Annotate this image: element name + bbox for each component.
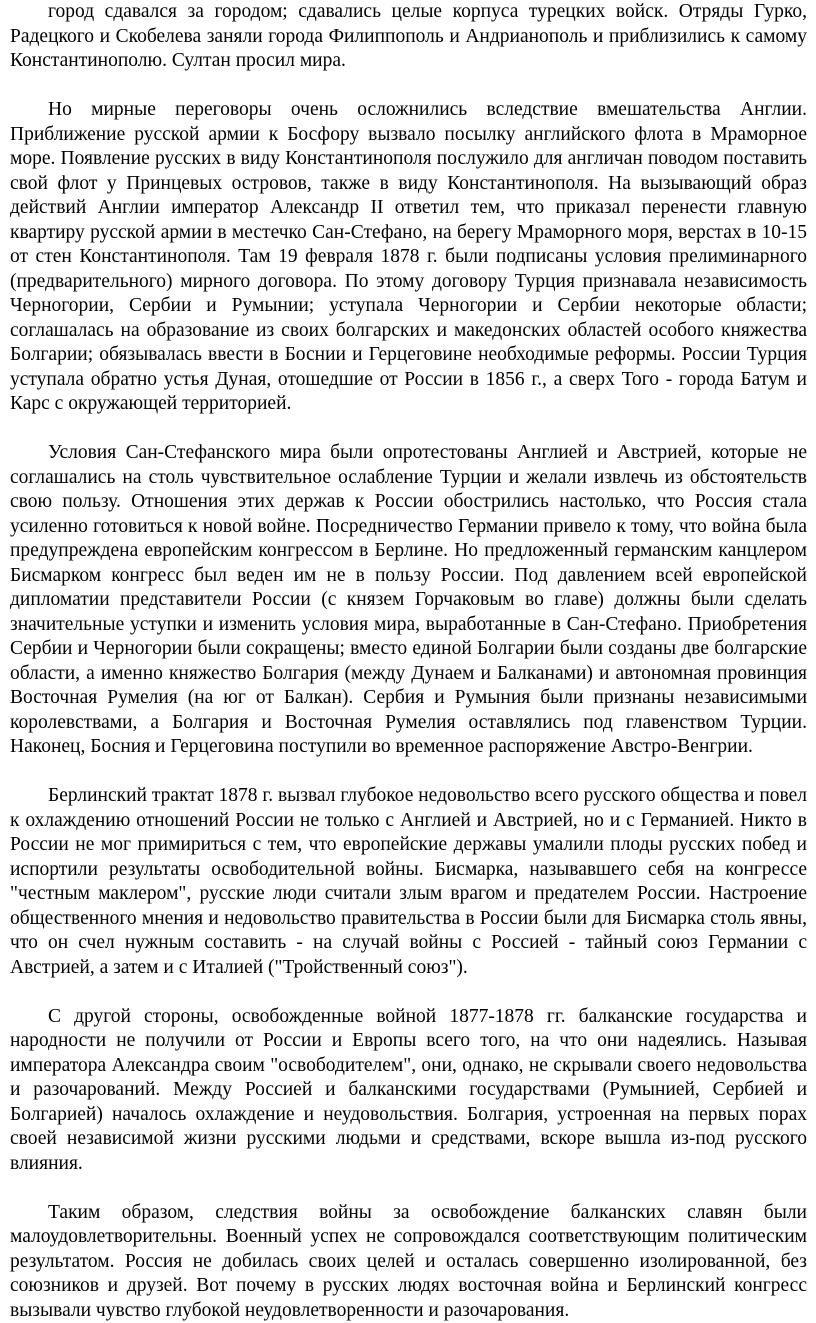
paragraph-3: Условия Сан-Стефанского мира были опротестованы Англией и Австрией, которые не соглашались на столь чувствительное ослабление Турции и желали извлечь из обстоятельств свою пользу. Отношения этих держав к России обострились настолько, что Россия стала усиленно готовиться к новой войне. Посредничество Германии привело к тому, что война была предупреждена европейским конгрессом в Берлине. Но предложенный германским канцлером Бисмарком конгресс был веден им не в пользу России. Под давлением всей европейской дипломатии представители России (с князем Горчаковым во главе) должны были сделать значительные уступки и изменить условия мира, выработанные в Сан-Стефано. Приобретения Сербии и Черногории были сокращены; вместо единой Болгарии были созданы две болгарские области, а именно княжество Болгария (между Дунаем и Балканами) и автономная провинция Восточная Румелия (на юг от Балкан). Сербия и Румыния были признаны независимыми королевствами, а Болгария и Восточная Румелия оставлялись под главенством Турции. Наконец, Босния и Герцеговина поступили во временное распоряжение Австро-Венгрии. xyxy=(10,441,807,760)
paragraph-6: Таким образом, следствия войны за освобождение балканских славян были малоудовлетворительны. Военный успех не сопровождался соответствующим политическим результатом. Россия не добилась своих целей и осталась совершенно изолированной, без союзников и друзей. Вот почему в русских людях восточная война и Берлинский конгресс вызывали чувство глубокой неудовлетворенности и разочарования. xyxy=(10,1201,807,1323)
document-body xyxy=(10,0,807,1323)
paragraph-1: город сдавался за городом; сдавались целые корпуса турецких войск. Отряды Гурко, Радецкого и Скобелева заняли города Филиппополь и Андрианополь и приблизились к самому Константинополю. Султан просил мира. xyxy=(10,0,807,74)
paragraph-2: Но мирные переговоры очень осложнились вследствие вмешательства Англии. Приближение русской армии к Босфору вызвало посылку английского флота в Мраморное море. Появление русских в виду Константинополя послужило для англичан поводом поставить свой флот у Принцевых островов, также в виду Константинополя. На вызывающий образ действий Англии император Александр II ответил тем, что приказал перенести главную квартиру русской армии в местечко Сан-Стефано, на берегу Мраморного моря, верстах в 10-15 от стен Константинополя. Там 19 февраля 1878 г. были подписаны условия прелиминарного (предварительного) мирного договора. По этому договору Турция признавала независимость Черногории, Сербии и Румынии; уступала Черногории и Сербии некоторые области; соглашалась на образование из своих болгарских и македонских областей особого княжества Болгарии; обязывалась ввести в Боснии и Герцеговине необходимые реформы. России Турция уступала обратно устья Дуная, отошедшие от России в 1856 г., а сверх Того - города Батум и Карс с окружающей территорией. xyxy=(10,98,807,417)
paragraph-5: С другой стороны, освобожденные войной 1877-1878 гг. балканские государства и народности не получили от России и Европы всего того, на что они надеялись. Называя императора Александра своим "освободителем", они, однако, не скрывали своего недовольства и разочарований. Между Россией и балканскими государствами (Румынией, Сербией и Болгарией) началось охлаждение и неудовольствия. Болгария, устроенная на первых порах своей независимой жизни русскими людьми и средствами, вскоре вышла из-под русского влияния. xyxy=(10,1005,807,1177)
paragraph-4: Берлинский трактат 1878 г. вызвал глубокое недовольство всего русского общества и повел к охлаждению отношений России не только с Англией и Австрией, но и с Германией. Никто в России не мог примириться с тем, что европейские державы умалили плоды русских побед и испортили результаты освободительной войны. Бисмарка, называвшего себя на конгрессе "честным маклером", русские люди считали злым врагом и предателем России. Настроение общественного мнения и недовольство правительства в России были для Бисмарка столь явны, что он счел нужным составить - на случай войны с Россией - тайный союз Германии с Австрией, а затем и с Италией ("Тройственный союз"). xyxy=(10,784,807,980)
